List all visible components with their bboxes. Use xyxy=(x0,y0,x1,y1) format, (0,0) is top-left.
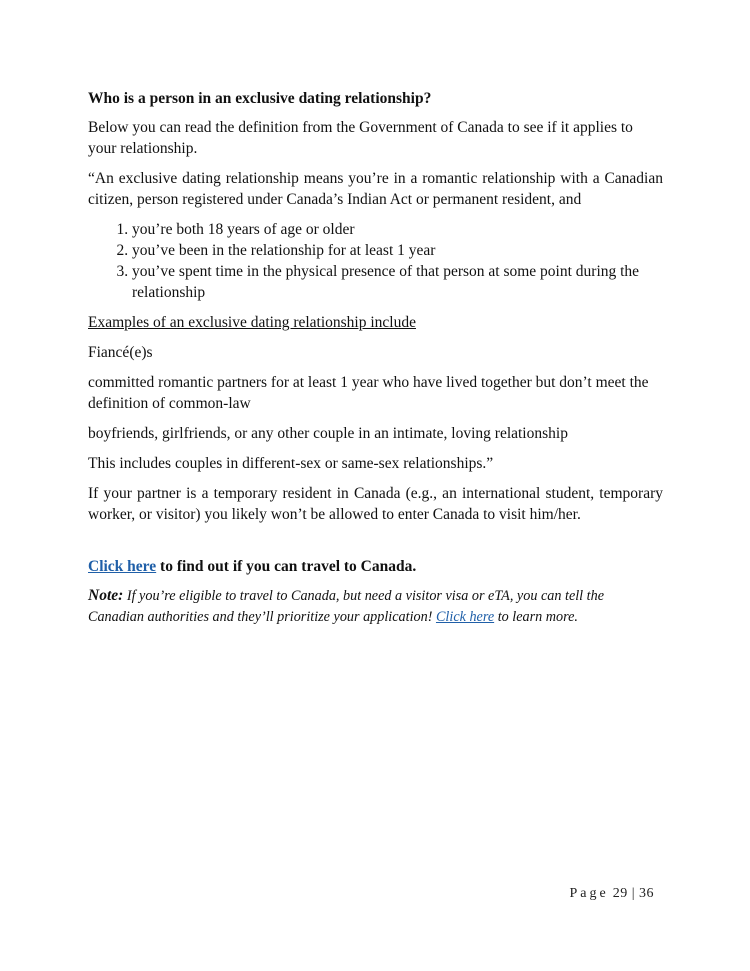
example-item: committed romantic partners for at least 1 year who have lived together but don’t meet the definition of common-law xyxy=(88,374,649,412)
footer-separator: | xyxy=(631,886,635,901)
spacer xyxy=(88,534,663,556)
condition-item: 1. you’re both 18 years of age or older xyxy=(132,219,663,240)
intro-paragraph: Below you can read the definition from the Government of Canada to see if it applies to your relationship. xyxy=(88,119,633,157)
travel-cta xyxy=(88,556,663,577)
definition-quote-paragraph: “An exclusive dating relationship means you’re in a romantic relationship with a Canadian citizen, person registered under Canada’s Indian Act or permanent resident, and xyxy=(88,170,663,208)
footer-page-word: Page xyxy=(569,886,609,901)
condition-item: 2. you’ve been in the relationship for at least 1 year xyxy=(132,240,663,261)
condition-item: 3. you’ve spent time in the physical presence of that person at some point during the relationship xyxy=(132,261,663,303)
section-heading: Who is a person in an exclusive dating relationship? xyxy=(88,90,432,107)
examples-heading: Examples of an exclusive dating relationship include xyxy=(88,314,416,331)
travel-check-link[interactable]: Click here xyxy=(88,558,157,575)
note-text-before: If you’re eligible to travel to Canada, but need a visitor visa or eTA, you can tell the Canadian authorities and they’ll prioritize your application! xyxy=(88,588,605,625)
example-item: Fiancé(e)s xyxy=(88,344,153,361)
learn-more-link[interactable]: Click here xyxy=(435,609,495,625)
quote-close-paragraph: This includes couples in different-sex or same-sex relationships.” xyxy=(88,455,494,472)
conditions-list xyxy=(88,219,663,303)
footer-total-pages: 36 xyxy=(639,886,654,901)
temporary-resident-paragraph: If your partner is a temporary resident in Canada (e.g., an international student, temporary worker, or visitor) you likely won’t be allowed to enter Canada to visit him/her. xyxy=(88,485,663,523)
example-item: boyfriends, girlfriends, or any other couple in an intimate, loving relationship xyxy=(88,425,568,442)
note-label: Note: xyxy=(88,587,124,604)
note-text-after: to learn more. xyxy=(494,609,578,625)
travel-cta-text: to find out if you can travel to Canada. xyxy=(156,558,417,575)
page-content xyxy=(88,88,663,637)
footer-page-number: 29 xyxy=(612,886,628,901)
page-footer xyxy=(569,883,654,904)
note-paragraph xyxy=(88,585,663,628)
